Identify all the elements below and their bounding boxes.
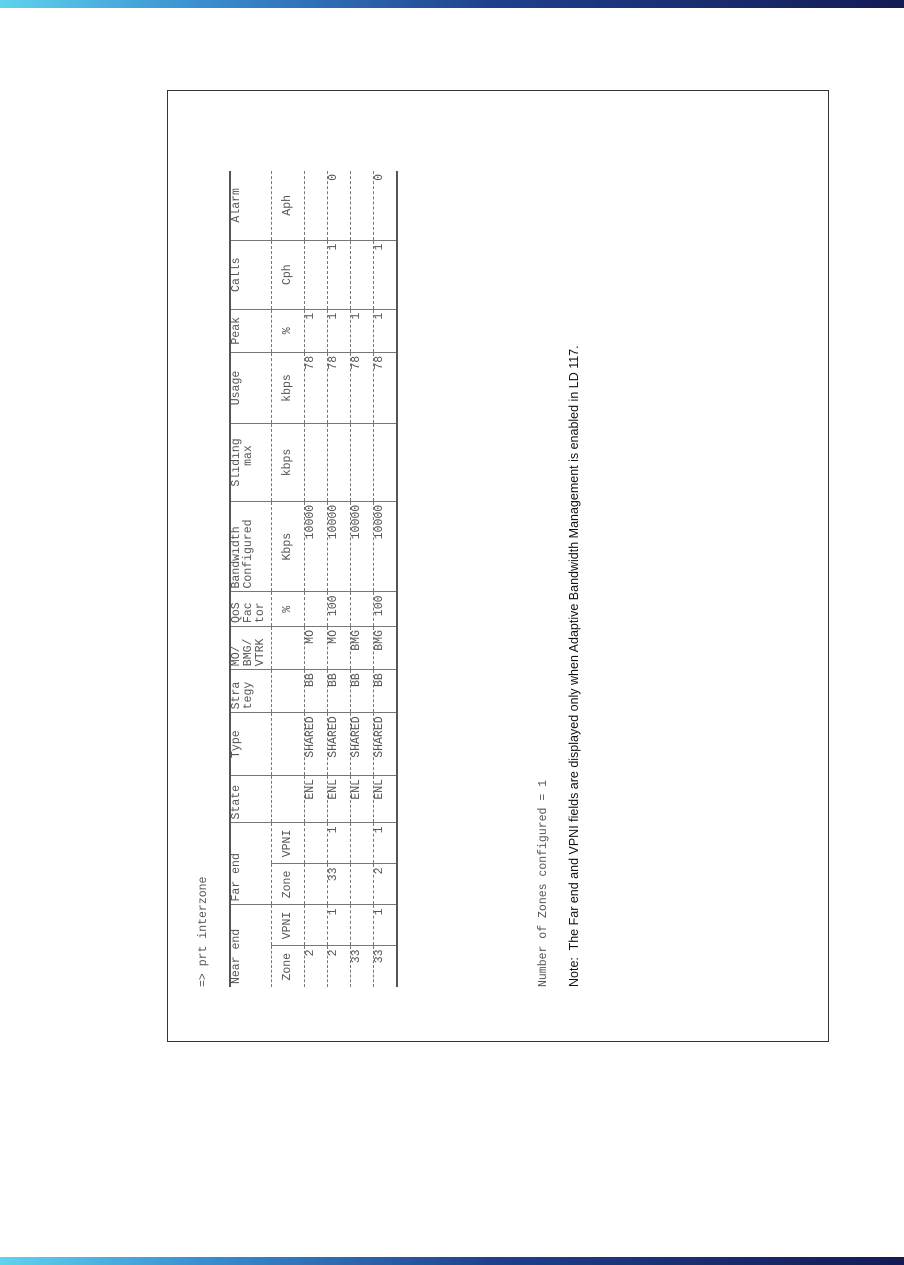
type-cell: SHARED	[305, 713, 328, 776]
state-cell: ENL	[305, 775, 328, 822]
bandwidth-cell: 10000	[305, 501, 328, 592]
alarm-unit: Aph	[272, 171, 305, 240]
peak-unit: %	[272, 309, 305, 352]
peak-cell: 1	[328, 309, 351, 352]
type-cell: SHARED	[351, 713, 374, 776]
bandwidth-cell: 10000	[374, 501, 398, 592]
state-cell: ENL	[351, 775, 374, 822]
usage-header: Usage	[230, 352, 272, 423]
mo-cell: BMG	[374, 627, 398, 670]
far-end-header: Far end	[230, 823, 272, 905]
zone-cell: 33	[351, 946, 374, 987]
bandwidth-configured-header: Bandwidth Configured	[230, 501, 272, 592]
alarm-cell	[351, 171, 374, 240]
sliding-cell	[374, 424, 398, 502]
rotated-figure-content	[195, 139, 615, 1039]
interzone-table	[229, 171, 398, 987]
sliding-unit: kbps	[272, 424, 305, 502]
zone-subheader: Zone	[272, 946, 305, 987]
table-row	[374, 171, 398, 987]
top-gradient-bar	[0, 0, 904, 8]
figure-frame	[167, 90, 829, 1042]
table-row	[328, 171, 351, 987]
alarm-cell: 0	[374, 171, 398, 240]
mo-cell: MO	[328, 627, 351, 670]
sliding-cell	[328, 424, 351, 502]
usage-cell: 78	[328, 352, 351, 423]
far-zone-cell: 2	[374, 864, 398, 905]
qos-unit: %	[272, 592, 305, 627]
usage-cell: 78	[351, 352, 374, 423]
mo-cell: MO	[305, 627, 328, 670]
far-vpni-cell	[351, 823, 374, 864]
strategy-cell: BB	[328, 670, 351, 713]
qos-cell: 100	[328, 592, 351, 627]
bandwidth-unit: Kbps	[272, 501, 305, 592]
strategy-cell: BB	[305, 670, 328, 713]
far-vpni-cell: 1	[328, 823, 351, 864]
zone-cell: 33	[374, 946, 398, 987]
usage-cell: 78	[374, 352, 398, 423]
vpni-subheader: VPNI	[272, 905, 305, 946]
command-line: => prt interzone	[197, 876, 210, 987]
calls-cell: 1	[328, 240, 351, 309]
strategy-header: Stra tegy	[230, 670, 272, 713]
peak-cell: 1	[351, 309, 374, 352]
qos-cell	[305, 592, 328, 627]
calls-unit: Cph	[272, 240, 305, 309]
peak-cell: 1	[305, 309, 328, 352]
type-header: Type	[230, 713, 272, 776]
far-vpni-subheader: VPNI	[272, 823, 305, 864]
header-row	[230, 171, 272, 987]
qos-cell	[351, 592, 374, 627]
vpni-cell: 1	[328, 905, 351, 946]
alarm-cell: 0	[328, 171, 351, 240]
sliding-cell	[351, 424, 374, 502]
far-zone-cell	[305, 864, 328, 905]
zone-cell: 2	[328, 946, 351, 987]
far-zone-subheader: Zone	[272, 864, 305, 905]
table-row	[305, 171, 328, 987]
calls-cell: 1	[374, 240, 398, 309]
type-cell: SHARED	[374, 713, 398, 776]
state-cell: ENL	[374, 775, 398, 822]
peak-header: Peak	[230, 309, 272, 352]
far-vpni-cell: 1	[374, 823, 398, 864]
state-header: State	[230, 775, 272, 822]
qos-cell: 100	[374, 592, 398, 627]
mo-bmg-vtrk-header: MO/ BMG/ VTRK	[230, 627, 272, 670]
zones-configured-footer: Number of Zones configured = 1	[537, 779, 550, 987]
usage-cell: 78	[305, 352, 328, 423]
far-zone-cell	[351, 864, 374, 905]
alarm-cell	[305, 171, 328, 240]
zone-cell: 2	[305, 946, 328, 987]
subheader-row	[272, 171, 305, 987]
usage-unit: kbps	[272, 352, 305, 423]
vpni-cell	[305, 905, 328, 946]
vpni-cell: 1	[374, 905, 398, 946]
table-row	[351, 171, 374, 987]
sliding-max-header: Sliding max	[230, 424, 272, 502]
note-text: Note: The Far end and VPNI fields are displayed only when Adaptive Bandwidth Management is enabled in LD 117.	[567, 345, 581, 987]
sliding-cell	[305, 424, 328, 502]
qos-factor-header: QoS Fac tor	[230, 592, 272, 627]
vpni-cell	[351, 905, 374, 946]
bandwidth-cell: 10000	[328, 501, 351, 592]
alarm-header: Alarm	[230, 171, 272, 240]
peak-cell: 1	[374, 309, 398, 352]
calls-cell	[305, 240, 328, 309]
strategy-cell: BB	[374, 670, 398, 713]
near-end-header: Near end	[230, 905, 272, 987]
calls-header: Calls	[230, 240, 272, 309]
mo-cell: BMG	[351, 627, 374, 670]
strategy-cell: BB	[351, 670, 374, 713]
type-cell: SHARED	[328, 713, 351, 776]
far-zone-cell: 33	[328, 864, 351, 905]
state-cell: ENL	[328, 775, 351, 822]
far-vpni-cell	[305, 823, 328, 864]
calls-cell	[351, 240, 374, 309]
bandwidth-cell: 10000	[351, 501, 374, 592]
bottom-gradient-bar	[0, 1257, 904, 1265]
